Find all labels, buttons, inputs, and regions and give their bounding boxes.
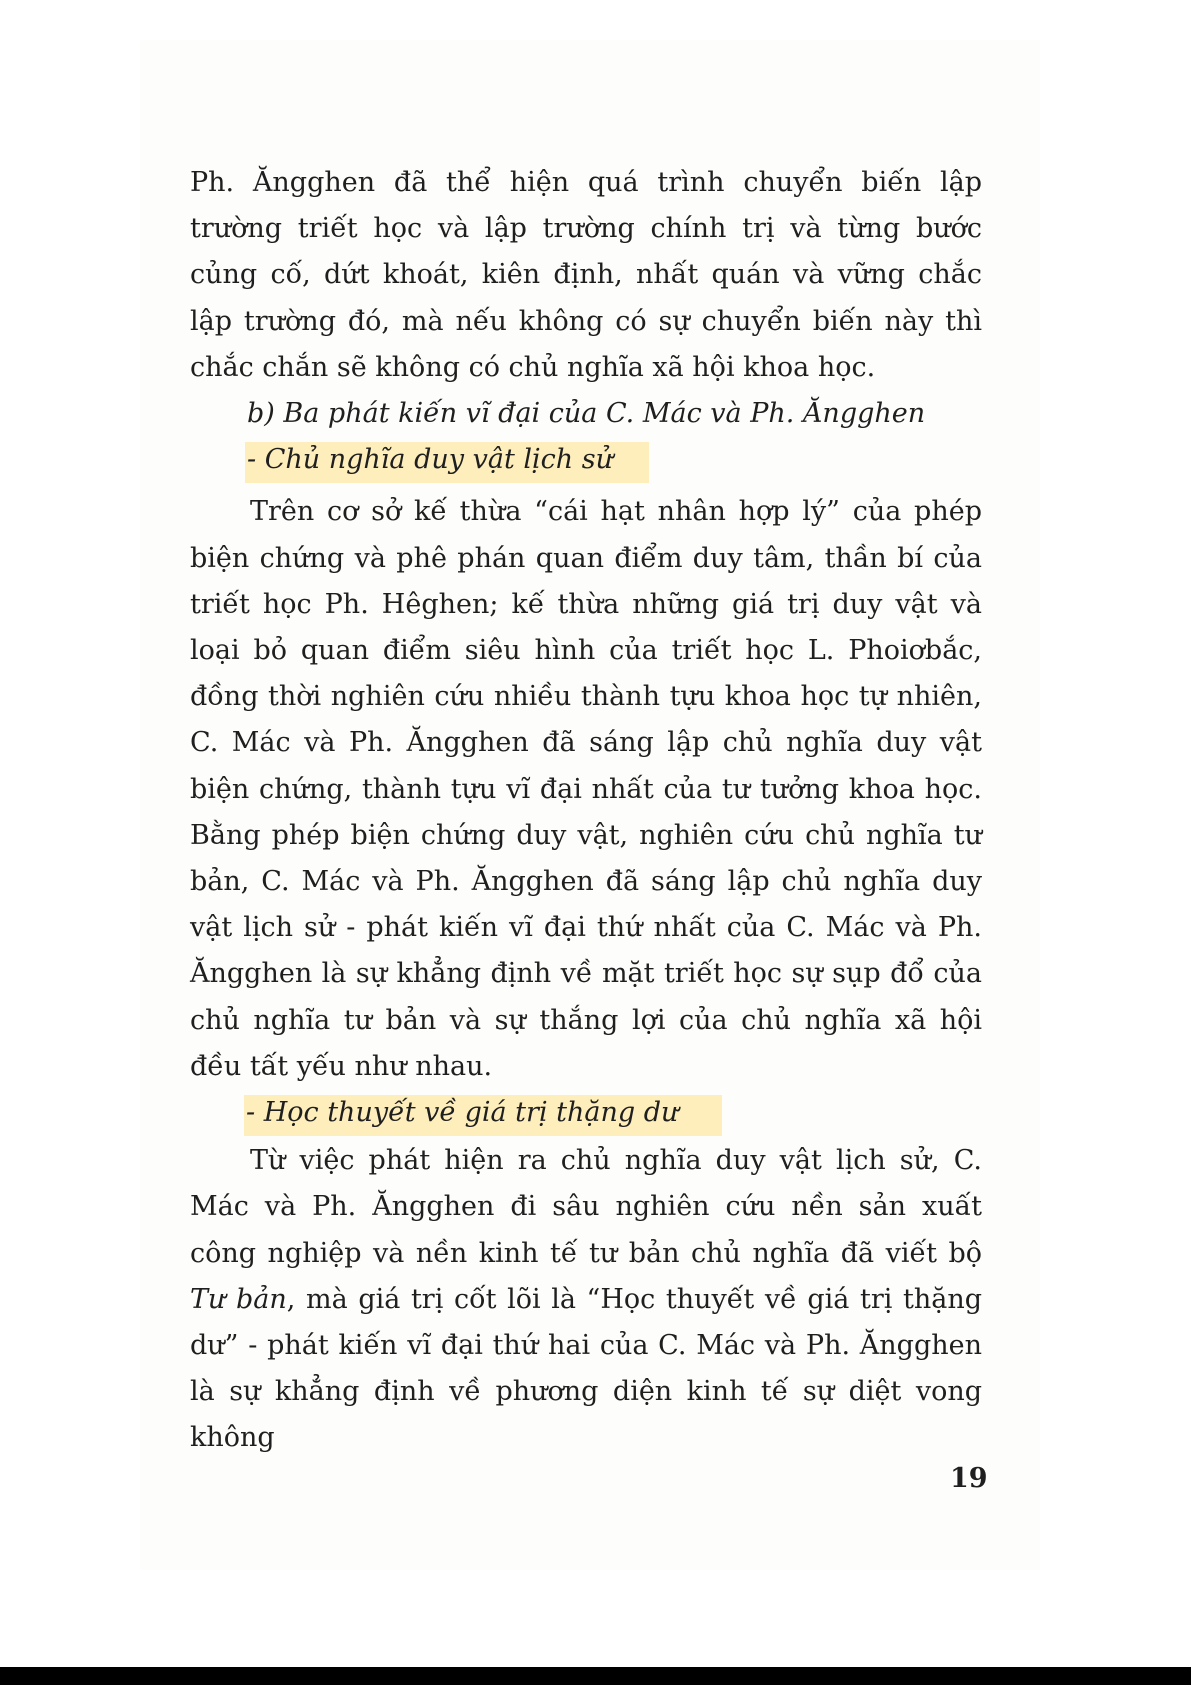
paragraph-3 <box>190 1138 982 1461</box>
book-title-das-kapital: Tư bản <box>190 1283 287 1315</box>
page-body <box>190 160 982 1462</box>
page-number: 19 <box>950 1463 988 1494</box>
paragraph-3-text-end: , mà giá trị cốt lõi là “Học thuyết về giá trị thặng dư” - phát kiến vĩ đại thứ hai của C. Mác và Ph. Ăngghen là sự khẳng định về phương diện kinh tế sự diệt vong không <box>190 1283 982 1454</box>
highlight-subheading-1: - Chủ nghĩa duy vật lịch sử <box>245 442 649 483</box>
section-heading-b: b) Ba phát kiến vĩ đại của C. Mác và Ph. Ăngghen <box>247 398 926 430</box>
bottom-border <box>0 1667 1191 1685</box>
paragraph-3-text-start: Từ việc phát hiện ra chủ nghĩa duy vật lịch sử, C. Mác và Ph. Ăngghen đi sâu nghiên cứu nền sản xuất công nghiệp và nền kinh tế tư bản chủ nghĩa đã viết bộ <box>190 1145 982 1269</box>
paragraph-1: Ph. Ăngghen đã thể hiện quá trình chuyển biến lập trường triết học và lập trường chính trị và từng bước củng cố, dứt khoát, kiên định, nhất quán và vững chắc lập trường đó, mà nếu không có sự chuyển biến này thì chắc chắn sẽ không có chủ nghĩa xã hội khoa học. <box>190 167 982 383</box>
paragraph-2: Trên cơ sở kế thừa “cái hạt nhân hợp lý” của phép biện chứng và phê phán quan điểm duy tâm, thần bí của triết học Ph. Hêghen; kế thừa những giá trị duy vật và loại bỏ quan điểm siêu hình của triết học L. Phoiơbắc, đồng thời nghiên cứu nhiều thành tựu khoa học tự nhiên, C. Mác và Ph. Ăngghen đã sáng lập chủ nghĩa duy vật biện chứng, thành tựu vĩ đại nhất của tư tưởng khoa học. Bằng phép biện chứng duy vật, nghiên cứu chủ nghĩa tư bản, C. Mác và Ph. Ăngghen đã sáng lập chủ nghĩa duy vật lịch sử - phát kiến vĩ đại thứ nhất của C. Mác và Ph. Ăngghen là sự khẳng định về mặt triết học sự sụp đổ của chủ nghĩa tư bản và sự thắng lợi của chủ nghĩa xã hội đều tất yếu như nhau. <box>190 496 982 1082</box>
subheading-historical-materialism <box>190 437 982 483</box>
highlight-subheading-2: - Học thuyết về giá trị thặng dư <box>244 1095 722 1136</box>
subheading-surplus-value <box>190 1090 982 1136</box>
